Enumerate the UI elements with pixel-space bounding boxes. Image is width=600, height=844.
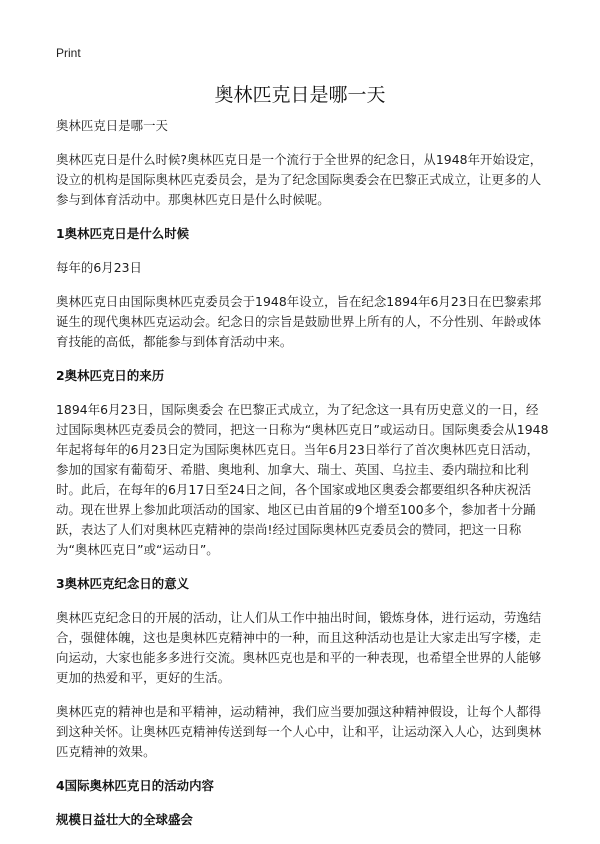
article-body: [56, 116, 550, 844]
intro-paragraph: 奥林匹克日是什么时候?奥林匹克日是一个流行于全世界的纪念日，从1948年开始设定，设立的机构是国际奥林匹克委员会，是为了纪念国际奥委会在巴黎正式成立，让更多的人参与到体育活动中。那奥林匹克日是什么时候呢。: [56, 152, 543, 207]
section-paragraph: 奥林匹克日由国际奥林匹克委员会于1948年设立，旨在纪念1894年6月23日在巴黎索邦诞生的现代奥林匹克运动会。纪念日的宗旨是鼓励世界上所有的人，不分性别、年龄或体育技能的高低，都能参与到体育活动中来。: [56, 294, 542, 349]
section-paragraph: 奥林匹克纪念日的开展的活动，让人们从工作中抽出时间，锻炼身体，进行运动，劳逸结合，强健体魄，这也是奥林匹克精神中的一种，而且这种活动也是让大家走出写字楼，走向运动，大家也能多多进行交流。奥林匹克也是和平的一种表现，也希望全世界的人能够更加的热爱和平，更好的生活。: [56, 610, 542, 685]
section-heading-global-event: 规模日益壮大的全球盛会: [56, 812, 193, 827]
article-subtitle: 奥林匹克日是哪一天: [56, 118, 168, 133]
section-paragraph: 奥林匹克的精神也是和平精神，运动精神，我们应当要加强这种精神假设，让每个人都得到这种关怀。让奥林匹克精神传送到每一个人心中，让和平，让运动深入人心，达到奥林匹克精神的效果。: [56, 704, 542, 759]
section-paragraph: 1894年6月23日，国际奥委会 在巴黎正式成立，为了纪念这一具有历史意义的一日，经过国际奥林匹克委员会的赞同，把这一日称为“奥林匹克日”或运动日。国际奥委会从1948年起将每年的6月23日定为国际奥林匹克日。当年6月23日举行了首次奥林匹克日活动，参加的国家有葡萄牙、希腊、奥地利、加拿大、瑞士、英国、乌拉圭、委内瑞拉和比利时。此后，在每年的6月17日至24日之间，各个国家或地区奥委会都要组织各种庆祝活动。现在世界上参加此项活动的国家、地区已由首届的9个增至100多个，参加者十分踊跃，表达了人们对奥林匹克精神的崇尚!经过国际奥林匹克委员会的赞同，把这一日称为“奥林匹克日”或“运动日”。: [56, 402, 549, 557]
section-paragraph: 每年的6月23日: [56, 260, 143, 275]
section-heading-meaning: 3奥林匹克纪念日的意义: [56, 576, 190, 591]
page-title: 奥林匹克日是哪一天: [214, 84, 386, 106]
section-heading-when: 1奥林匹克日是什么时候: [56, 226, 190, 241]
section-heading-origin: 2奥林匹克日的来历: [56, 368, 165, 383]
print-link[interactable]: Print: [56, 46, 81, 60]
section-heading-activities: 4国际奥林匹克日的活动内容: [56, 778, 214, 793]
